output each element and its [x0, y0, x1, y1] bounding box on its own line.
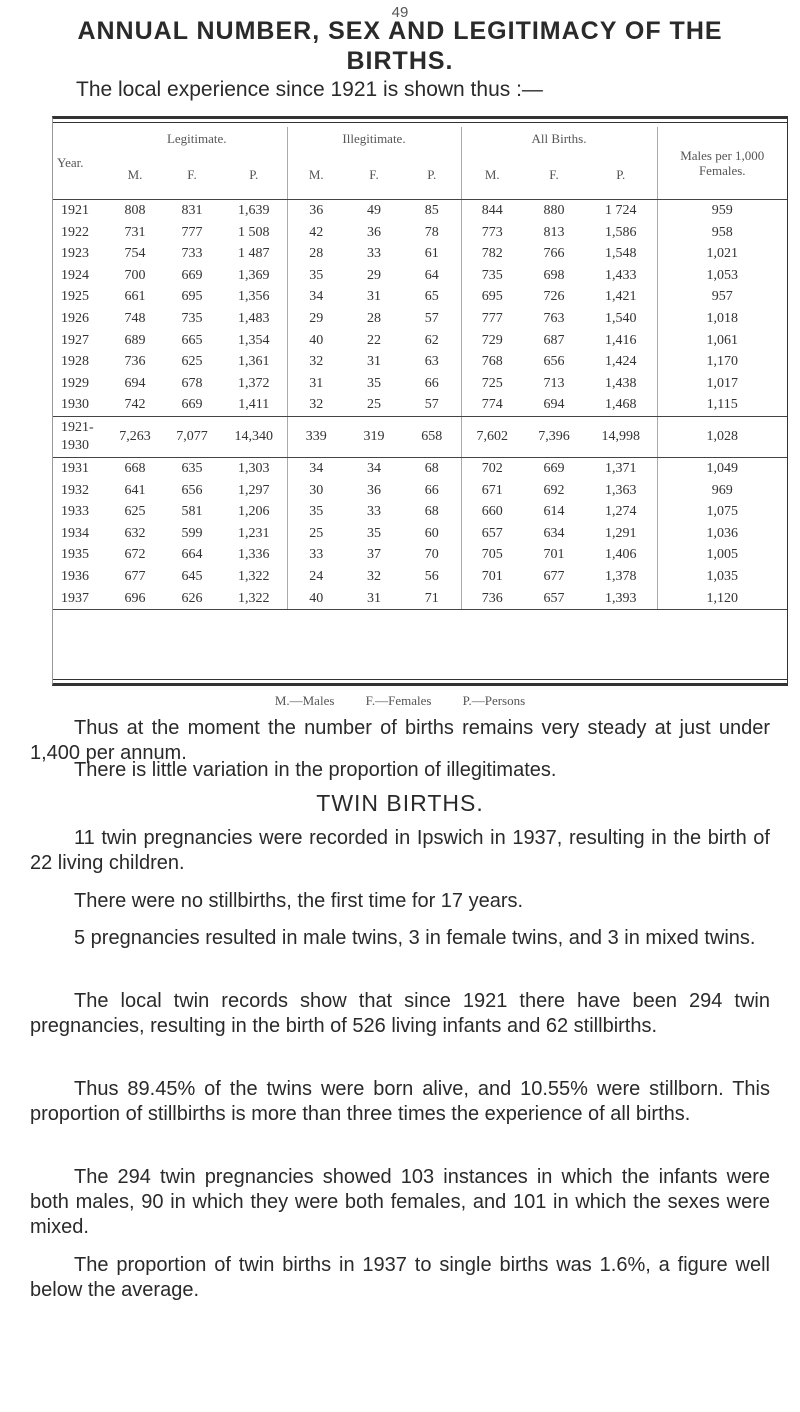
page-title	[0, 16, 800, 76]
table-cell: 635	[181, 460, 203, 476]
table-cell: 78	[424, 224, 439, 240]
sub-header-cell: F.	[345, 151, 403, 200]
table-cell: 702	[461, 457, 523, 479]
table-cell: 1,639	[238, 203, 270, 218]
table-cell: 319	[345, 416, 403, 457]
table-cell: 766	[543, 246, 565, 262]
table-cell: 957	[657, 286, 787, 308]
all-births-header: All Births.	[461, 127, 657, 151]
table-cell: 634	[543, 525, 565, 541]
table-cell: 736	[461, 588, 523, 610]
table-cell-year: 1933	[61, 504, 89, 520]
table-cell-year: 1921	[61, 203, 89, 218]
table-cell: 1,035	[657, 566, 787, 588]
births-table	[53, 127, 787, 610]
table-cell: 1,049	[657, 457, 787, 479]
table-cell: 7,396	[523, 416, 585, 457]
table-row	[53, 501, 787, 523]
table-cell: 66	[424, 482, 439, 498]
table-cell: 1,416	[605, 332, 637, 348]
table-row	[53, 480, 787, 502]
table-cell: 1,393	[585, 588, 657, 610]
paragraph-illegitimates: There is little variation in the proportion of illegitimates.	[74, 759, 557, 781]
table-cell: 698	[543, 267, 565, 283]
table-cell: 40	[287, 588, 345, 610]
table-row	[53, 566, 787, 588]
table-row	[53, 265, 787, 287]
legend-females: F.—Females	[365, 693, 432, 708]
table-cell: 777	[181, 224, 203, 240]
table-cell: 1,548	[605, 246, 637, 262]
table-cell: 694	[523, 394, 585, 416]
table-cell: 687	[543, 332, 565, 348]
table-cell: 768	[461, 351, 523, 373]
table-cell: 736	[124, 354, 146, 370]
table-cell: 24	[287, 566, 345, 588]
table-cell: 33	[367, 504, 381, 520]
table-cell-year: 1928	[61, 354, 89, 370]
table-cell: 678	[181, 375, 203, 391]
table-cell: 713	[543, 375, 565, 391]
table-cell: 742	[107, 394, 163, 416]
table-row	[53, 243, 787, 265]
table-cell-year: 1937	[53, 588, 107, 610]
table-cell-year: 1932	[61, 482, 89, 498]
table-cell: 34	[367, 460, 381, 476]
year-header: Year.	[53, 127, 107, 200]
table-cell: 672	[124, 547, 146, 563]
paragraph-twin-sex-instances: The 294 twin pregnancies showed 103 instances in which the infants were both males, 90 in which they were both females, and 101 in which the sexes were mixed.	[30, 1166, 770, 1238]
table-cell: 632	[124, 525, 146, 541]
table-cell: 22	[367, 332, 381, 348]
table-cell: 735	[461, 265, 523, 287]
table-cell: 29	[367, 267, 381, 283]
table-row	[53, 457, 787, 479]
sub-header-cell: M.	[287, 151, 345, 200]
sub-header-cell: F.	[163, 151, 221, 200]
table-cell: 658	[403, 416, 461, 457]
total-year-start: 1921-	[61, 419, 94, 435]
table-cell: 748	[124, 310, 146, 326]
table-cell: 696	[107, 588, 163, 610]
table-cell: 68	[424, 460, 439, 476]
table-cell: 660	[461, 501, 523, 523]
table-cell: 57	[403, 394, 461, 416]
table-cell: 1,438	[605, 375, 637, 391]
table-cell: 1,053	[657, 265, 787, 287]
table-cell: 669	[163, 394, 221, 416]
table-cell: 1,115	[657, 394, 787, 416]
table-cell: 31	[367, 354, 381, 370]
table-cell: 35	[367, 375, 381, 391]
table-cell: 7,602	[461, 416, 523, 457]
table-cell: 1,372	[238, 375, 270, 391]
table-cell: 958	[657, 222, 787, 244]
table-cell: 62	[424, 332, 439, 348]
table-cell: 1,021	[657, 243, 787, 265]
table-cell: 35	[287, 265, 345, 287]
table-cell: 66	[424, 375, 439, 391]
table-cell: 729	[461, 330, 523, 352]
table-row	[53, 588, 787, 610]
table-cell: 705	[461, 544, 523, 566]
table-cell-year: 1927	[61, 332, 89, 348]
title-line-2: BIRTHS.	[346, 47, 454, 75]
table-cell: 1,540	[605, 310, 637, 326]
table-cell: 1,170	[657, 351, 787, 373]
table-cell-year: 1934	[61, 525, 89, 541]
table-cell: 68	[424, 504, 439, 520]
table-cell: 695	[181, 289, 203, 305]
paragraph-twin-survival: Thus 89.45% of the twins were born alive, and 10.55% were stillborn. This proportion of stillbirths is more than three times the experience of all births.	[30, 1078, 770, 1125]
table-cell: 34	[287, 457, 345, 479]
table-cell: 1,421	[605, 289, 637, 305]
table-cell: 1,468	[585, 394, 657, 416]
intro-text: The local experience since 1921 is shown thus :—	[76, 78, 543, 101]
table-cell-year: 1930	[53, 394, 107, 416]
table-cell-year	[53, 416, 107, 457]
table-cell: 1,322	[238, 568, 270, 584]
table-cell: 31	[287, 373, 345, 395]
table-row	[53, 330, 787, 352]
table-cell: 641	[124, 482, 146, 498]
table-cell: 1,017	[657, 373, 787, 395]
table-cell: 31	[367, 289, 381, 305]
table-cell: 57	[424, 310, 439, 326]
table-cell: 1,406	[605, 547, 637, 563]
legitimate-header: Legitimate.	[166, 131, 227, 146]
table-cell: 1,433	[605, 267, 637, 283]
table-cell: 657	[461, 523, 523, 545]
table-cell: 32	[367, 568, 381, 584]
table-cell: 677	[543, 568, 565, 584]
table-cell-year: 1925	[61, 289, 89, 305]
table-cell: 669	[543, 460, 565, 476]
table-cell: 32	[287, 351, 345, 373]
table-cell: 1,336	[238, 547, 270, 563]
table-row	[53, 351, 787, 373]
table-row-total	[53, 416, 787, 457]
table-cell: 656	[543, 354, 565, 370]
paragraph-births-steady: Thus at the moment the number of births remains very steady at just under 1,400 per annum.	[30, 717, 770, 764]
table-cell: 880	[543, 203, 565, 218]
table-cell: 813	[543, 224, 565, 240]
table-total-1921-1930	[53, 416, 787, 457]
table-cell: 1,206	[238, 504, 270, 520]
table-cell: 689	[124, 332, 146, 348]
table-cell: 339	[287, 416, 345, 457]
table-cell: 63	[424, 354, 439, 370]
sub-header-cell: F.	[523, 151, 585, 200]
table-cell: 701	[461, 566, 523, 588]
table-cell: 669	[181, 267, 203, 283]
table-cell-year: 1931	[61, 460, 89, 476]
table-row	[53, 308, 787, 330]
table-cell-year: 1929	[61, 375, 89, 391]
table-cell: 731	[124, 224, 146, 240]
table-cell: 625	[124, 504, 146, 520]
paragraph-twin-sexes: 5 pregnancies resulted in male twins, 3 in female twins, and 3 in mixed twins.	[74, 927, 756, 949]
table-cell: 664	[181, 547, 203, 563]
table-cell: 671	[461, 480, 523, 502]
table-cell: 14,340	[221, 416, 287, 457]
table-cell: 28	[287, 243, 345, 265]
table-cell: 60	[424, 525, 439, 541]
table-cell: 64	[424, 267, 439, 283]
table-cell: 36	[367, 224, 381, 240]
table-cell: 70	[424, 547, 439, 563]
table-cell: 657	[523, 588, 585, 610]
table-cell: 1 508	[238, 224, 270, 240]
table-cell: 1,018	[657, 308, 787, 330]
table-row	[53, 544, 787, 566]
table-cell: 36	[367, 482, 381, 498]
table-cell-year: 1935	[61, 547, 89, 563]
legend-persons: P.—Persons	[462, 693, 526, 708]
table-cell: 33	[367, 246, 381, 262]
table-cell: 33	[287, 544, 345, 566]
table-cell: 773	[461, 222, 523, 244]
table-row	[53, 394, 787, 416]
table-cell: 36	[287, 200, 345, 222]
table-cell: 656	[181, 482, 203, 498]
table-cell: 700	[124, 267, 146, 283]
table-cell: 1,361	[238, 354, 270, 370]
page-number: 49	[391, 4, 409, 21]
table-cell: 1 487	[238, 246, 270, 262]
table-cell: 35	[287, 501, 345, 523]
table-cell: 959	[657, 200, 787, 222]
table-cell: 56	[424, 568, 439, 584]
table-body-1931-1937	[53, 457, 787, 609]
table-legend	[0, 693, 800, 709]
table-cell-year: 1924	[61, 267, 89, 283]
table-cell: 1,028	[657, 416, 787, 457]
table-cell: 28	[367, 310, 381, 326]
table-cell: 49	[367, 203, 381, 218]
table-cell: 30	[287, 480, 345, 502]
table-cell: 85	[424, 203, 439, 218]
table-body-1921-1930	[53, 200, 787, 417]
males-per-1000-females-header: Males per 1,000 Females.	[657, 127, 787, 200]
table-cell: 625	[181, 354, 203, 370]
table-cell-year: 1936	[61, 568, 89, 584]
table-cell-year: 1922	[61, 224, 89, 240]
table-cell: 25	[287, 523, 345, 545]
section-title-twin-births: TWIN BIRTHS.	[316, 790, 484, 816]
sub-header-cell: M.	[107, 151, 163, 200]
table-cell: 692	[543, 482, 565, 498]
table-cell: 1,424	[605, 354, 637, 370]
table-cell: 969	[657, 480, 787, 502]
table-cell: 1,231	[238, 525, 270, 541]
table-cell: 42	[287, 222, 345, 244]
table-cell-year: 1923	[61, 246, 89, 262]
table-cell: 1,411	[221, 394, 287, 416]
table-cell: 71	[403, 588, 461, 610]
table-cell: 7,263	[107, 416, 163, 457]
table-cell: 31	[345, 588, 403, 610]
table-cell: 37	[367, 547, 381, 563]
table-cell: 725	[461, 373, 523, 395]
table-cell: 7,077	[163, 416, 221, 457]
table-cell: 782	[461, 243, 523, 265]
table-cell: 665	[181, 332, 203, 348]
table-cell: 32	[287, 394, 345, 416]
table-cell: 1,354	[238, 332, 270, 348]
sub-header-cell: P.	[221, 151, 287, 200]
illegitimate-header: Illegitimate.	[287, 127, 461, 151]
table-cell: 1,297	[238, 482, 270, 498]
table-cell: 61	[424, 246, 439, 262]
table-row	[53, 286, 787, 308]
table-cell: 735	[181, 310, 203, 326]
paragraph-twin-proportion: The proportion of twin births in 1937 to single births was 1.6%, a figure well below the average.	[30, 1254, 770, 1301]
table-cell: 614	[543, 504, 565, 520]
table-cell: 1,371	[605, 460, 637, 476]
table-cell: 34	[287, 286, 345, 308]
table-row	[53, 523, 787, 545]
table-group-header-row	[53, 127, 787, 151]
table-cell: 1,369	[238, 267, 270, 283]
table-cell: 35	[367, 525, 381, 541]
table-cell: 65	[424, 289, 439, 305]
table-cell: 677	[124, 568, 146, 584]
table-cell: 581	[181, 504, 203, 520]
table-cell: 774	[461, 394, 523, 416]
table-cell: 626	[163, 588, 221, 610]
table-row	[53, 222, 787, 244]
paragraph-twin-1937: 11 twin pregnancies were recorded in Ipswich in 1937, resulting in the birth of 22 living children.	[30, 827, 770, 874]
table-cell: 1,322	[221, 588, 287, 610]
table-cell: 599	[181, 525, 203, 541]
sub-header-cell: P.	[403, 151, 461, 200]
table-cell: 1,120	[657, 588, 787, 610]
table-cell: 695	[461, 286, 523, 308]
legend-males: M.—Males	[274, 693, 335, 708]
table-cell: 1,483	[238, 310, 270, 326]
table-cell: 1 724	[605, 203, 637, 218]
total-year-end: 1930	[61, 437, 89, 453]
table-cell: 25	[345, 394, 403, 416]
table-cell: 1,378	[605, 568, 637, 584]
table-cell: 763	[543, 310, 565, 326]
table-cell: 754	[124, 246, 146, 262]
table-cell: 1,291	[605, 525, 637, 541]
sub-header-cell: M.	[461, 151, 523, 200]
table-cell: 726	[543, 289, 565, 305]
births-table-frame	[52, 116, 788, 686]
table-cell: 40	[287, 330, 345, 352]
table-cell: 694	[124, 375, 146, 391]
paragraph-no-stillbirths: There were no stillbirths, the first time for 17 years.	[74, 890, 524, 912]
table-cell: 661	[124, 289, 146, 305]
table-cell: 1,356	[238, 289, 270, 305]
table-cell: 668	[124, 460, 146, 476]
table-cell-year: 1926	[61, 310, 89, 326]
table-cell: 844	[461, 200, 523, 222]
table-cell: 733	[181, 246, 203, 262]
table-row	[53, 373, 787, 395]
table-row	[53, 200, 787, 222]
table-cell: 14,998	[585, 416, 657, 457]
sub-header-cell: P.	[585, 151, 657, 200]
table-cell: 645	[181, 568, 203, 584]
table-cell: 701	[543, 547, 565, 563]
table-cell: 1,586	[605, 224, 637, 240]
table-cell: 1,005	[657, 544, 787, 566]
table-cell: 831	[181, 203, 203, 218]
title-line-1: ANNUAL NUMBER, SEX AND LEGITIMACY OF THE	[77, 17, 723, 45]
table-cell: 1,036	[657, 523, 787, 545]
table-cell: 1,363	[605, 482, 637, 498]
table-cell: 1,061	[657, 330, 787, 352]
table-cell: 808	[124, 203, 146, 218]
table-cell: 29	[287, 308, 345, 330]
table-cell: 777	[461, 308, 523, 330]
table-cell: 1,075	[657, 501, 787, 523]
paragraph-local-twin-records: The local twin records show that since 1921 there have been 294 twin pregnancies, resulting in the birth of 526 living infants and 62 stillbirths.	[30, 990, 770, 1037]
table-cell: 1,274	[605, 504, 637, 520]
table-cell: 1,303	[238, 460, 270, 476]
